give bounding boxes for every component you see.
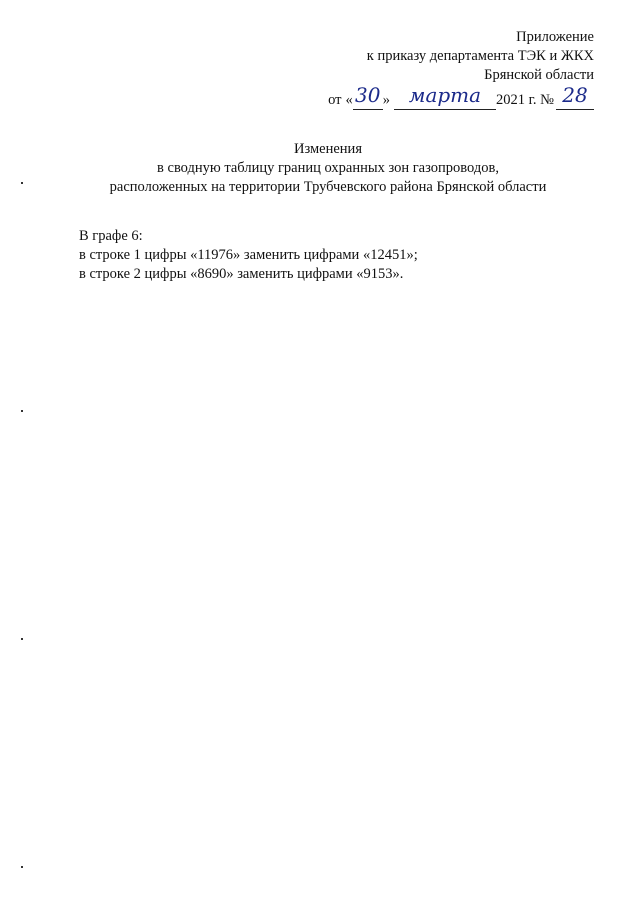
margin-mark [21,182,23,184]
document-body [79,227,418,284]
title-subject-line-1: в сводную таблицу границ охранных зон газопроводов, [157,160,499,176]
date-month-field [394,83,496,110]
margin-mark [21,866,23,868]
order-number-field [556,83,594,110]
body-change-row-1: в строке 1 цифры «11976» заменить цифрами «12451»; [79,247,418,263]
order-date-line [328,83,594,110]
appendix-label: Приложение [516,29,594,45]
date-year-and-number-label: 2021 г. № [495,92,554,108]
order-reference: к приказу департамента ТЭК и ЖКХ [366,48,594,64]
title-subject-line-2: расположенных на территории Трубчевского района Брянской области [109,179,547,195]
order-number-handwritten: 28 [562,83,588,107]
appendix-header [367,28,594,85]
quote-open: « [345,92,353,108]
region-name: Брянской области [484,67,594,83]
quote-close: » [382,92,390,108]
document-title [0,140,640,197]
margin-mark [21,638,23,640]
date-month-handwritten: марта [408,83,482,107]
margin-mark [21,410,23,412]
date-day-field [353,83,383,110]
title-heading: Изменения [294,141,362,157]
body-column-reference: В графе 6: [79,228,143,244]
body-change-row-2: в строке 2 цифры «8690» заменить цифрами «9153». [79,266,404,282]
date-prefix: от [328,92,342,108]
date-day-handwritten: 30 [354,83,381,107]
